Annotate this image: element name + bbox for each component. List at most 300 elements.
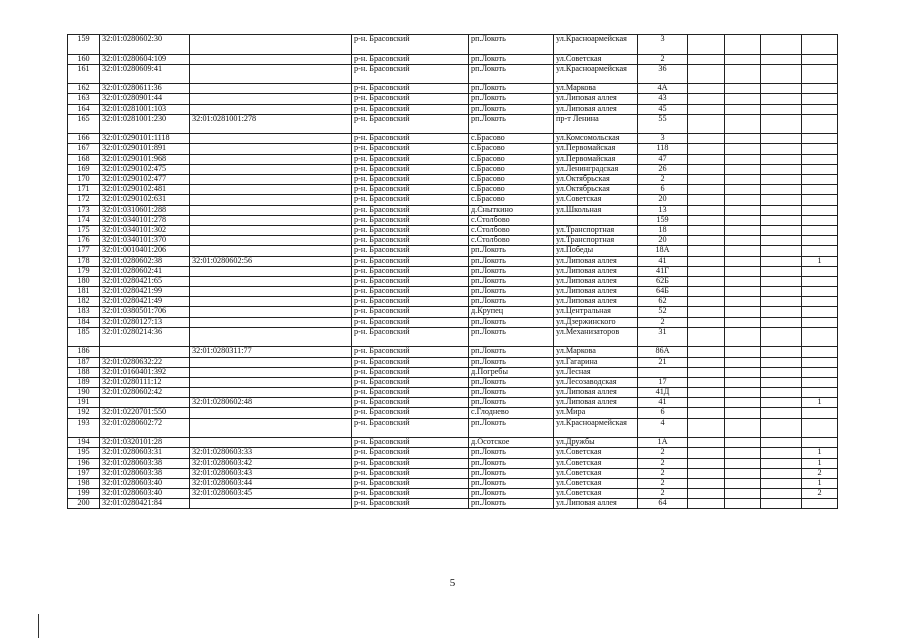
cell-number: 178 [68, 256, 100, 266]
cell-district: р-н. Брасовский [352, 327, 469, 347]
cell-settlement: с.Брасово [469, 164, 554, 174]
cell-district: р-н. Брасовский [352, 246, 469, 256]
cell-col-10 [761, 327, 802, 347]
cell-settlement: с.Столбово [469, 215, 554, 225]
cell-house: 20 [638, 236, 688, 246]
cell-district: р-н. Брасовский [352, 478, 469, 488]
cell-col-10 [761, 134, 802, 144]
cell-street: ул.Липовая аллея [554, 104, 638, 114]
cell-col-10 [761, 307, 802, 317]
cell-street: ул.Гагарина [554, 357, 638, 367]
cell-related-cadastral-number [190, 205, 352, 215]
cell-house: 21 [638, 357, 688, 367]
cell-related-cadastral-number: 32:01:0280311:77 [190, 347, 352, 357]
cell-col-10 [761, 205, 802, 215]
cell-col-8 [688, 357, 725, 367]
cell-col-10 [761, 35, 802, 55]
cell-district: р-н. Брасовский [352, 164, 469, 174]
cell-col-11: 2 [802, 468, 838, 478]
cell-street: ул.Советская [554, 489, 638, 499]
cell-number: 185 [68, 327, 100, 347]
cell-cadastral-number [100, 398, 190, 408]
cell-number: 197 [68, 468, 100, 478]
cell-cadastral-number: 32:01:0320101:28 [100, 438, 190, 448]
cell-street: ул.Липовая аллея [554, 266, 638, 276]
cell-street: ул.Первомайская [554, 144, 638, 154]
cell-col-11 [802, 84, 838, 94]
registry-sheet [67, 34, 837, 509]
cell-district: р-н. Брасовский [352, 104, 469, 114]
cell-col-11: 1 [802, 398, 838, 408]
table-row [68, 317, 838, 327]
cell-col-11 [802, 388, 838, 398]
cell-col-11 [802, 307, 838, 317]
cell-house: 62Б [638, 276, 688, 286]
cell-related-cadastral-number [190, 54, 352, 64]
cell-col-11 [802, 94, 838, 104]
cell-number: 161 [68, 64, 100, 84]
cell-street: ул.Механизаторов [554, 327, 638, 347]
cell-col-8 [688, 327, 725, 347]
cell-col-9 [725, 347, 761, 357]
cell-col-9 [725, 175, 761, 185]
page-number: 5 [449, 577, 456, 589]
cell-col-9 [725, 144, 761, 154]
cell-house: 2 [638, 175, 688, 185]
cell-street: ул.Лесозаводская [554, 377, 638, 387]
cell-col-11 [802, 195, 838, 205]
cell-col-11 [802, 185, 838, 195]
cell-col-8 [688, 489, 725, 499]
table-row [68, 499, 838, 509]
cell-related-cadastral-number [190, 84, 352, 94]
cell-district: р-н. Брасовский [352, 347, 469, 357]
cell-col-9 [725, 438, 761, 448]
cell-settlement: рп.Локоть [469, 458, 554, 468]
table-row [68, 297, 838, 307]
cell-col-8 [688, 448, 725, 458]
cell-district: р-н. Брасовский [352, 94, 469, 104]
cell-col-9 [725, 246, 761, 256]
cell-related-cadastral-number [190, 164, 352, 174]
cell-cadastral-number: 32:01:0281001:103 [100, 104, 190, 114]
cell-street: ул.Транспортная [554, 236, 638, 246]
cell-cadastral-number: 32:01:0010401:206 [100, 246, 190, 256]
cell-related-cadastral-number [190, 438, 352, 448]
cell-number: 200 [68, 499, 100, 509]
cell-cadastral-number: 32:01:0310601:288 [100, 205, 190, 215]
cell-col-11 [802, 377, 838, 387]
cell-settlement: рп.Локоть [469, 276, 554, 286]
cell-number: 169 [68, 164, 100, 174]
cell-number: 192 [68, 408, 100, 418]
cell-col-10 [761, 438, 802, 448]
cell-related-cadastral-number [190, 35, 352, 55]
cell-number: 179 [68, 266, 100, 276]
cell-col-9 [725, 448, 761, 458]
cell-street: пр-т Ленина [554, 114, 638, 134]
cell-number: 180 [68, 276, 100, 286]
cell-street: ул.Красноармейская [554, 64, 638, 84]
cell-related-cadastral-number [190, 236, 352, 246]
cell-number: 160 [68, 54, 100, 64]
cell-cadastral-number: 32:01:0280421:84 [100, 499, 190, 509]
cell-related-cadastral-number [190, 64, 352, 84]
cell-district: р-н. Брасовский [352, 175, 469, 185]
cell-col-10 [761, 215, 802, 225]
cell-col-9 [725, 215, 761, 225]
cell-settlement: рп.Локоть [469, 388, 554, 398]
cell-col-10 [761, 317, 802, 327]
cell-number: 186 [68, 347, 100, 357]
cell-col-10 [761, 398, 802, 408]
cell-district: р-н. Брасовский [352, 458, 469, 468]
table-row [68, 408, 838, 418]
cell-col-8 [688, 367, 725, 377]
cell-street: ул.Советская [554, 478, 638, 488]
cell-col-8 [688, 499, 725, 509]
cell-col-8 [688, 114, 725, 134]
cell-related-cadastral-number [190, 307, 352, 317]
table-row [68, 236, 838, 246]
cell-cadastral-number: 32:01:0280603:40 [100, 478, 190, 488]
table-row [68, 104, 838, 114]
cell-house: 13 [638, 205, 688, 215]
cell-col-9 [725, 468, 761, 478]
cell-col-10 [761, 478, 802, 488]
cell-col-11: 2 [802, 489, 838, 499]
cell-col-8 [688, 317, 725, 327]
cell-cadastral-number: 32:01:0340101:370 [100, 236, 190, 246]
cell-col-10 [761, 64, 802, 84]
cell-col-10 [761, 377, 802, 387]
cell-cadastral-number: 32:01:0280603:40 [100, 489, 190, 499]
cell-col-8 [688, 104, 725, 114]
cell-street: ул.Октябрьская [554, 175, 638, 185]
cell-cadastral-number: 32:01:0280611:36 [100, 84, 190, 94]
cell-district: р-н. Брасовский [352, 489, 469, 499]
cell-col-10 [761, 297, 802, 307]
cell-street: ул.Липовая аллея [554, 499, 638, 509]
cell-settlement: рп.Локоть [469, 377, 554, 387]
cell-related-cadastral-number [190, 276, 352, 286]
cell-district: р-н. Брасовский [352, 144, 469, 154]
cell-related-cadastral-number [190, 195, 352, 205]
cell-col-11: 1 [802, 448, 838, 458]
cell-settlement: д.Погребы [469, 367, 554, 377]
table-row [68, 388, 838, 398]
cell-col-9 [725, 104, 761, 114]
cell-house: 64Б [638, 287, 688, 297]
cell-house: 159 [638, 215, 688, 225]
cell-col-11 [802, 154, 838, 164]
table-row [68, 458, 838, 468]
cell-district: р-н. Брасовский [352, 35, 469, 55]
cell-settlement: рп.Локоть [469, 84, 554, 94]
cell-col-10 [761, 408, 802, 418]
cell-related-cadastral-number [190, 388, 352, 398]
cell-house: 41Г [638, 266, 688, 276]
cell-settlement: рп.Локоть [469, 357, 554, 367]
table-row [68, 357, 838, 367]
cell-street: ул.Ленинградская [554, 164, 638, 174]
cell-street: ул.Советская [554, 448, 638, 458]
cell-col-8 [688, 64, 725, 84]
cell-col-11 [802, 64, 838, 84]
cell-street: ул.Липовая аллея [554, 276, 638, 286]
cell-settlement: рп.Локоть [469, 418, 554, 438]
cell-col-11 [802, 266, 838, 276]
cell-related-cadastral-number [190, 225, 352, 235]
cell-col-9 [725, 54, 761, 64]
cell-settlement: рп.Локоть [469, 398, 554, 408]
cell-col-10 [761, 94, 802, 104]
cell-number: 159 [68, 35, 100, 55]
cell-district: р-н. Брасовский [352, 205, 469, 215]
cell-district: р-н. Брасовский [352, 398, 469, 408]
cell-street: ул.Дзержинского [554, 317, 638, 327]
cell-street: ул.Липовая аллея [554, 297, 638, 307]
cell-col-11 [802, 287, 838, 297]
cell-street: ул.Советская [554, 195, 638, 205]
cell-col-11 [802, 104, 838, 114]
cell-settlement: д.Сныткино [469, 205, 554, 215]
cell-house: 2 [638, 468, 688, 478]
cell-settlement: с.Брасово [469, 134, 554, 144]
table-row [68, 276, 838, 286]
table-row [68, 185, 838, 195]
cell-settlement: д.Осотское [469, 438, 554, 448]
cell-cadastral-number: 32:01:0280609:41 [100, 64, 190, 84]
cell-related-cadastral-number [190, 266, 352, 276]
cell-street: ул.Красноармейская [554, 35, 638, 55]
cell-col-8 [688, 297, 725, 307]
cell-settlement: с.Столбово [469, 236, 554, 246]
cell-cadastral-number: 32:01:0280632:22 [100, 357, 190, 367]
cell-district: р-н. Брасовский [352, 195, 469, 205]
cell-number: 183 [68, 307, 100, 317]
cell-related-cadastral-number [190, 134, 352, 144]
table-row [68, 478, 838, 488]
cell-cadastral-number: 32:01:0280214:36 [100, 327, 190, 347]
cell-house: 3 [638, 35, 688, 55]
cell-district: р-н. Брасовский [352, 499, 469, 509]
cell-col-9 [725, 185, 761, 195]
cell-house: 3 [638, 134, 688, 144]
cell-cadastral-number: 32:01:0290102:631 [100, 195, 190, 205]
cell-district: р-н. Брасовский [352, 418, 469, 438]
cell-col-9 [725, 256, 761, 266]
cell-col-9 [725, 317, 761, 327]
cell-cadastral-number: 32:01:0280602:41 [100, 266, 190, 276]
cell-col-9 [725, 307, 761, 317]
cell-cadastral-number: 32:01:0290102:481 [100, 185, 190, 195]
cell-number: 162 [68, 84, 100, 94]
cell-cadastral-number [100, 347, 190, 357]
cell-street: ул.Советская [554, 458, 638, 468]
cell-col-11 [802, 134, 838, 144]
cell-house: 55 [638, 114, 688, 134]
cell-settlement: рп.Локоть [469, 478, 554, 488]
cell-col-10 [761, 154, 802, 164]
cell-col-10 [761, 276, 802, 286]
cell-district: р-н. Брасовский [352, 154, 469, 164]
cell-col-9 [725, 266, 761, 276]
table-row [68, 164, 838, 174]
cell-house: 41Д [638, 388, 688, 398]
cell-street: ул.Первомайская [554, 154, 638, 164]
cell-street: ул.Лесная [554, 367, 638, 377]
cell-col-10 [761, 357, 802, 367]
cell-house: 26 [638, 164, 688, 174]
cell-house: 118 [638, 144, 688, 154]
cell-cadastral-number: 32:01:0220701:550 [100, 408, 190, 418]
cell-district: р-н. Брасовский [352, 225, 469, 235]
cell-col-9 [725, 195, 761, 205]
cell-related-cadastral-number [190, 418, 352, 438]
cell-col-9 [725, 408, 761, 418]
cell-col-8 [688, 185, 725, 195]
cell-col-11 [802, 276, 838, 286]
cell-district: р-н. Брасовский [352, 236, 469, 246]
cell-settlement: с.Столбово [469, 225, 554, 235]
cell-house: 64 [638, 499, 688, 509]
cell-street: ул.Липовая аллея [554, 287, 638, 297]
cell-district: р-н. Брасовский [352, 64, 469, 84]
cell-col-8 [688, 215, 725, 225]
cell-col-9 [725, 297, 761, 307]
table-row [68, 144, 838, 154]
cell-cadastral-number: 32:01:0280421:99 [100, 287, 190, 297]
cell-related-cadastral-number: 32:01:0280603:33 [190, 448, 352, 458]
cell-number: 170 [68, 175, 100, 185]
cell-cadastral-number: 32:01:0280603:38 [100, 458, 190, 468]
cell-col-9 [725, 164, 761, 174]
cell-col-8 [688, 276, 725, 286]
cell-cadastral-number: 32:01:0280111:12 [100, 377, 190, 387]
cell-col-11 [802, 327, 838, 347]
cell-number: 172 [68, 195, 100, 205]
cell-district: р-н. Брасовский [352, 357, 469, 367]
cell-number: 176 [68, 236, 100, 246]
cell-col-11 [802, 35, 838, 55]
cell-street: ул.Транспортная [554, 225, 638, 235]
cell-house: 2 [638, 54, 688, 64]
cell-district: р-н. Брасовский [352, 297, 469, 307]
cell-col-10 [761, 84, 802, 94]
cell-col-8 [688, 347, 725, 357]
table-row [68, 64, 838, 84]
cell-district: р-н. Брасовский [352, 256, 469, 266]
cell-col-8 [688, 256, 725, 266]
cell-number: 173 [68, 205, 100, 215]
cell-number: 199 [68, 489, 100, 499]
cell-cadastral-number: 32:01:0280421:65 [100, 276, 190, 286]
cell-col-9 [725, 35, 761, 55]
cell-house: 86А [638, 347, 688, 357]
cell-district: р-н. Брасовский [352, 377, 469, 387]
cell-street: ул.Школьная [554, 205, 638, 215]
cell-settlement: рп.Локоть [469, 499, 554, 509]
cell-col-10 [761, 489, 802, 499]
cell-related-cadastral-number: 32:01:0280603:44 [190, 478, 352, 488]
cell-col-9 [725, 499, 761, 509]
cell-related-cadastral-number [190, 246, 352, 256]
cell-col-8 [688, 307, 725, 317]
cell-settlement: рп.Локоть [469, 54, 554, 64]
cell-house: 62 [638, 297, 688, 307]
table-row [68, 84, 838, 94]
table-row [68, 266, 838, 276]
cell-related-cadastral-number [190, 94, 352, 104]
cell-number: 187 [68, 357, 100, 367]
cell-settlement: с.Брасово [469, 175, 554, 185]
cell-cadastral-number: 32:01:0280604:109 [100, 54, 190, 64]
table-row [68, 54, 838, 64]
cell-col-10 [761, 54, 802, 64]
cell-col-10 [761, 418, 802, 438]
table-row [68, 175, 838, 185]
cell-col-10 [761, 104, 802, 114]
cell-related-cadastral-number [190, 185, 352, 195]
cell-col-9 [725, 458, 761, 468]
cell-number: 195 [68, 448, 100, 458]
cell-settlement: рп.Локоть [469, 246, 554, 256]
cell-house: 6 [638, 185, 688, 195]
cell-col-11 [802, 164, 838, 174]
cell-number: 163 [68, 94, 100, 104]
table-row [68, 215, 838, 225]
cell-related-cadastral-number: 32:01:0280603:45 [190, 489, 352, 499]
cell-district: р-н. Брасовский [352, 287, 469, 297]
cell-related-cadastral-number: 32:01:0280603:43 [190, 468, 352, 478]
cell-number: 193 [68, 418, 100, 438]
cell-number: 181 [68, 287, 100, 297]
cell-street: ул.Липовая аллея [554, 94, 638, 104]
cell-district: р-н. Брасовский [352, 438, 469, 448]
cell-settlement: рп.Локоть [469, 94, 554, 104]
cell-district: р-н. Брасовский [352, 114, 469, 134]
cell-related-cadastral-number: 32:01:0281001:278 [190, 114, 352, 134]
cell-cadastral-number: 32:01:0280602:30 [100, 35, 190, 55]
cell-related-cadastral-number [190, 317, 352, 327]
cell-col-11 [802, 317, 838, 327]
cell-number: 189 [68, 377, 100, 387]
cell-col-9 [725, 114, 761, 134]
cell-house: 2 [638, 317, 688, 327]
table-row [68, 347, 838, 357]
cell-related-cadastral-number [190, 377, 352, 387]
cell-number: 166 [68, 134, 100, 144]
cell-col-11 [802, 438, 838, 448]
cell-street: ул.Маркова [554, 347, 638, 357]
cell-col-8 [688, 398, 725, 408]
cell-cadastral-number: 32:01:0290101:968 [100, 154, 190, 164]
cell-col-10 [761, 114, 802, 134]
cell-number: 167 [68, 144, 100, 154]
cell-district: р-н. Брасовский [352, 276, 469, 286]
cell-col-9 [725, 357, 761, 367]
table-row [68, 438, 838, 448]
cell-col-10 [761, 246, 802, 256]
cell-settlement: рп.Локоть [469, 327, 554, 347]
cell-col-10 [761, 266, 802, 276]
registry-body [68, 35, 838, 509]
cell-col-8 [688, 377, 725, 387]
cell-street: ул.Центральная [554, 307, 638, 317]
cell-number: 182 [68, 297, 100, 307]
cell-col-10 [761, 458, 802, 468]
